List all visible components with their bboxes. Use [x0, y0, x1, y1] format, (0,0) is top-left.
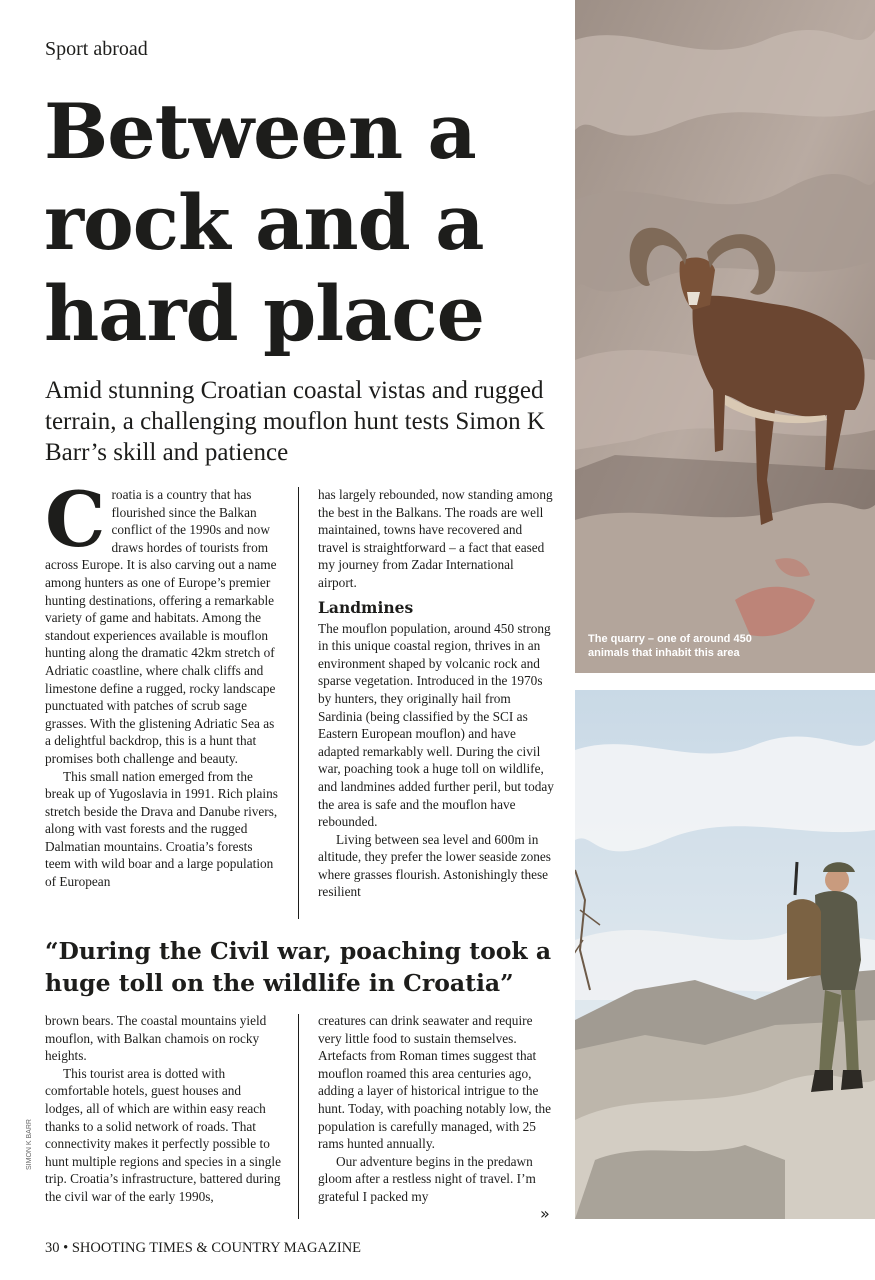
- hunter-photo-image: [575, 690, 875, 1219]
- mouflon-photo: [575, 0, 875, 673]
- photo-credit: SIMON K BARR: [26, 1119, 33, 1170]
- hunter-photo: [575, 690, 875, 1219]
- column-divider: [298, 487, 299, 919]
- standfirst: Amid stunning Croatian coastal vistas and rugged terrain, a challenging mouflon hunt tests Simon K Barr’s skill and patience: [45, 377, 545, 466]
- headline: Between a rock and a hard place: [44, 87, 485, 358]
- paragraph: This small nation emerged from the break up of Yugoslavia in 1991. Rich plains stretch beside the Drava and Danube rivers, along with vast forests and the rugged Dalmatian mountains. Croatia’s forests teem with wild boar and a large population of European: [45, 768, 278, 890]
- drop-cap: C: [45, 475, 106, 564]
- paragraph: Living between sea level and 600m in altitude, they prefer the lower seaside zones where grasses flourish. Astonishingly these resilient: [318, 831, 551, 900]
- subheading: Landmines: [318, 597, 414, 617]
- paragraph: The mouflon population, around 450 strong in this unique coastal region, thrives in an environment shaped by volcanic rock and sparse vegetation. Introduced in the 1970s by hunters, they originally hail from Sardinia (being classified by the SCI as Eastern European mouflon) and have adapted remarkably well. During the civil war, poaching took a huge toll on wildlife, and landmines added further peril, but today the area is safe and the mouflon have rebounded.: [318, 620, 554, 830]
- continue-arrow-icon: »: [540, 1204, 550, 1223]
- photo-caption: The quarry – one of around 450 animals that inhabit this area: [588, 633, 752, 659]
- section-label: Sport abroad: [45, 38, 148, 60]
- article-column-2-bottom: [318, 1012, 554, 1206]
- article-column-1-top: [45, 475, 281, 891]
- article-column-2-top: [318, 486, 554, 901]
- page-footer: 30 • SHOOTING TIMES & COUNTRY MAGAZINE: [45, 1240, 362, 1256]
- paragraph: creatures can drink seawater and require very little food to sustain themselves. Artefacts from Roman times suggest that mouflon roamed this area centuries ago, adding a layer of historical intrigue to the hunt. Today, with poaching notably low, the population is carefully managed, with 25 rams hunted annually.: [318, 1013, 552, 1152]
- pull-quote: “During the Civil war, poaching took a huge toll on the wildlife in Croatia”: [45, 937, 552, 997]
- paragraph: This tourist area is dotted with comfortable hotels, guest houses and lodges, all of which are within easy reach thanks to a solid network of roads. That connectivity makes it perfectly possible to hunt multiple regions and species in a single trip. Croatia’s infrastructure, battered during the civil war of the early 1990s,: [45, 1065, 281, 1204]
- paragraph: Our adventure begins in the predawn gloom after a restless night of travel. I’m grateful I packed my: [318, 1153, 536, 1204]
- paragraph: brown bears. The coastal mountains yield mouflon, with Balkan chamois on rocky heights.: [45, 1013, 267, 1064]
- paragraph: roatia is a country that has flourished since the Balkan conflict of the 1990s and now draws hordes of tourists from across Europe. It is also carving out a name among hunters as one of Europe’s premier hunting destinations, offering a remarkable variety of game and habitats. Among the standout experiences available is mouflon hunting along the dramatic 42km stretch of Adriatic coastline, where chalk cliffs and limestone define a rugged, rocky landscape punctuated with patches of scrub sage grasses. With the glistening Adriatic Sea as a delightful backdrop, this is a hunt that promises both challenge and beauty.: [45, 487, 277, 766]
- column-divider: [298, 1014, 299, 1219]
- paragraph: has largely rebounded, now standing among the best in the Balkans. The roads are well maintained, towns have recovered and travel is straightforward – a fact that eased my journey from Zadar International airport.: [318, 487, 553, 590]
- article-column-1-bottom: [45, 1012, 281, 1206]
- mouflon-photo-image: [575, 0, 875, 673]
